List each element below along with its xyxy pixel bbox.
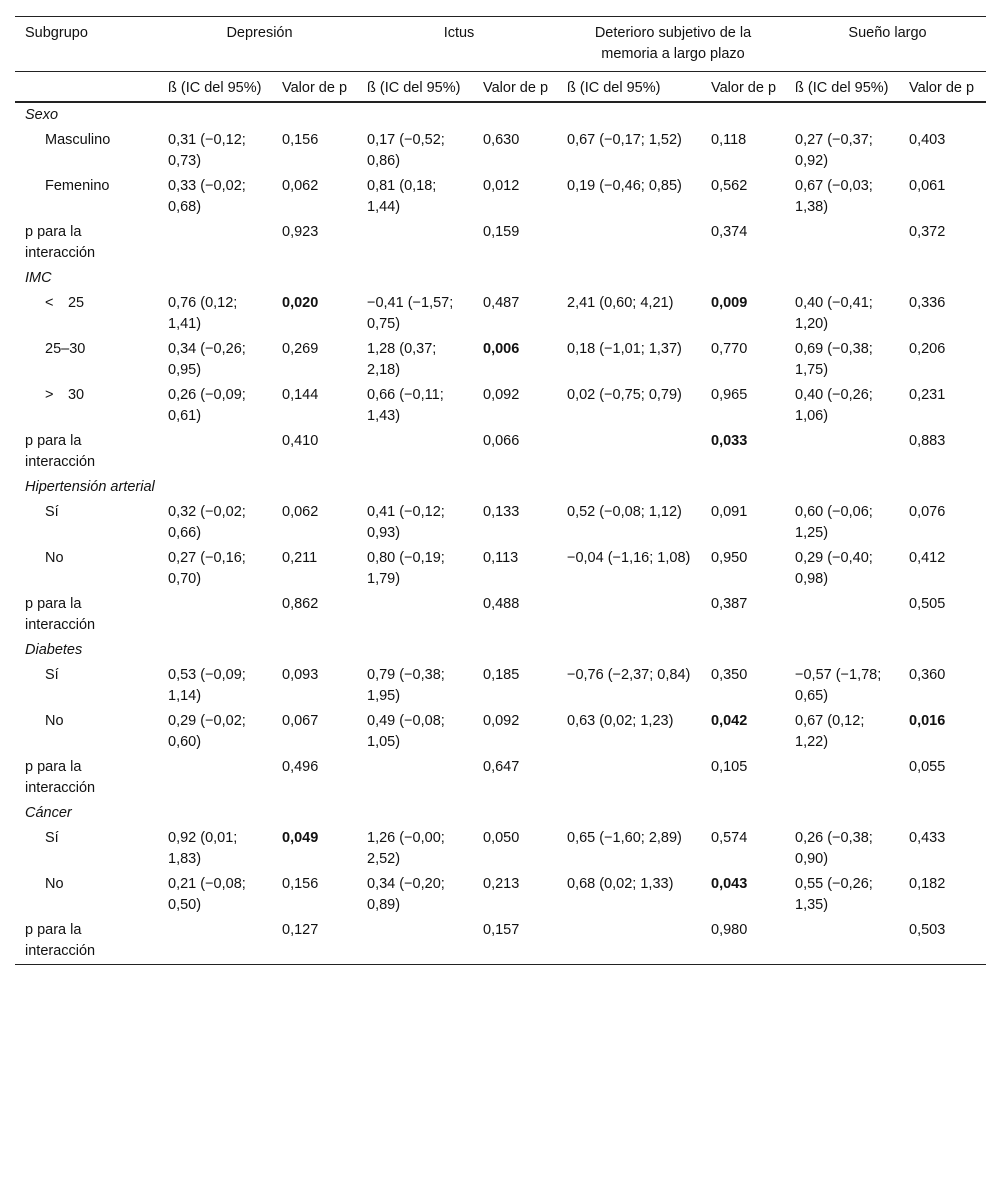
beta-ci-cell: 0,33 (−0,02; 0,68) — [168, 178, 246, 215]
pvalue-cell: 0,009 — [711, 295, 748, 311]
pvalue-cell: 0,016 — [909, 713, 946, 729]
beta-ci-cell: 0,65 (−1,60; 2,89) — [567, 830, 682, 846]
pvalue-cell: 0,062 — [282, 504, 319, 520]
pvalue-cell: 0,049 — [282, 830, 319, 846]
beta-ci-cell: 0,55 (−0,26; 1,35) — [795, 876, 873, 913]
pvalue-cell: 0,965 — [711, 387, 748, 403]
beta-ci-cell: 0,67 (−0,03; 1,38) — [795, 178, 873, 215]
pvalue-cell: 0,159 — [483, 224, 520, 240]
beta-ci-cell: 0,29 (−0,02; 0,60) — [168, 713, 246, 750]
beta-ci-cell — [357, 755, 473, 801]
beta-ci-cell: 1,28 (0,37; 2,18) — [367, 341, 437, 378]
beta-ci-cell: 0,81 (0,18; 1,44) — [367, 178, 437, 215]
pvalue-cell: 0,092 — [483, 713, 520, 729]
header-pvalue: Valor de p — [909, 80, 975, 96]
interaction-row — [15, 429, 986, 475]
pvalue-cell: 0,211 — [282, 550, 318, 566]
beta-ci-cell: 0,40 (−0,41; 1,20) — [795, 295, 873, 332]
section-title: Sexo — [25, 107, 59, 123]
pvalue-cell: 0,630 — [483, 132, 520, 148]
header-row-groups — [15, 17, 986, 72]
beta-ci-cell: 0,18 (−1,01; 1,37) — [567, 341, 682, 357]
beta-ci-cell: 0,41 (−0,12; 0,93) — [367, 504, 445, 541]
header-group-depression: Depresión — [226, 25, 293, 41]
beta-ci-cell: −0,76 (−2,37; 0,84) — [567, 667, 691, 683]
pvalue-cell: 0,076 — [909, 504, 946, 520]
beta-ci-cell — [557, 755, 701, 801]
header-subgroup: Subgrupo — [25, 25, 88, 41]
table-row — [15, 128, 986, 174]
pvalue-cell: 0,433 — [909, 830, 946, 846]
pvalue-cell: 0,156 — [282, 876, 319, 892]
row-label: p para la interacción — [25, 922, 96, 959]
section-title: Hipertensión arterial — [25, 479, 155, 495]
row-label: p para la interacción — [25, 759, 96, 796]
table-body — [15, 102, 986, 965]
table-row — [15, 383, 986, 429]
table-row — [15, 291, 986, 337]
header-group-long-sleep: Sueño largo — [848, 25, 927, 41]
pvalue-cell: 0,372 — [909, 224, 946, 240]
beta-ci-cell — [557, 918, 701, 965]
beta-ci-cell — [785, 220, 899, 266]
header-pvalue: Valor de p — [711, 80, 777, 96]
beta-ci-cell — [557, 592, 701, 638]
pvalue-cell: 0,144 — [282, 387, 319, 403]
pvalue-cell: 0,156 — [282, 132, 319, 148]
beta-ci-cell: 0,66 (−0,11; 1,43) — [367, 387, 444, 424]
pvalue-cell: 0,012 — [483, 178, 520, 194]
header-blank — [15, 72, 158, 103]
beta-ci-cell — [158, 592, 272, 638]
pvalue-cell: 0,020 — [282, 295, 319, 311]
beta-ci-cell: 0,52 (−0,08; 1,12) — [567, 504, 682, 520]
pvalue-cell: 0,091 — [711, 504, 748, 520]
pvalue-cell: 0,093 — [282, 667, 319, 683]
pvalue-cell: 0,883 — [909, 433, 946, 449]
pvalue-cell: 0,410 — [282, 433, 319, 449]
interaction-row — [15, 755, 986, 801]
pvalue-cell: 0,055 — [909, 759, 946, 775]
table-row — [15, 872, 986, 918]
pvalue-cell: 0,770 — [711, 341, 748, 357]
pvalue-cell: 0,213 — [483, 876, 520, 892]
beta-ci-cell: 0,32 (−0,02; 0,66) — [168, 504, 246, 541]
pvalue-cell: 0,980 — [711, 922, 748, 938]
beta-ci-cell: 0,34 (−0,26; 0,95) — [168, 341, 246, 378]
beta-ci-cell: 0,40 (−0,26; 1,06) — [795, 387, 873, 424]
table-row — [15, 500, 986, 546]
header-pvalue: Valor de p — [282, 80, 348, 96]
header-group-memory: Deterioro subjetivo de la memoria a largo plazo — [594, 25, 752, 62]
row-label: Femenino — [45, 178, 110, 194]
beta-ci-cell: 2,41 (0,60; 4,21) — [567, 295, 674, 311]
header-group-stroke: Ictus — [443, 25, 475, 41]
pvalue-cell: 0,043 — [711, 876, 748, 892]
pvalue-cell: 0,374 — [711, 224, 748, 240]
pvalue-cell: 0,269 — [282, 341, 319, 357]
pvalue-cell: 0,182 — [909, 876, 946, 892]
pvalue-cell: 0,647 — [483, 759, 520, 775]
table-row — [15, 709, 986, 755]
section-row — [15, 801, 986, 826]
subgroup-results-table — [15, 16, 986, 965]
header-pvalue: Valor de p — [483, 80, 549, 96]
beta-ci-cell: 0,19 (−0,46; 0,85) — [567, 178, 682, 194]
beta-ci-cell: 0,17 (−0,52; 0,86) — [367, 132, 445, 169]
beta-ci-cell: 1,26 (−0,00; 2,52) — [367, 830, 445, 867]
beta-ci-cell — [158, 755, 272, 801]
pvalue-cell: 0,105 — [711, 759, 748, 775]
section-row — [15, 102, 986, 128]
section-title: Cáncer — [25, 805, 72, 821]
interaction-row — [15, 918, 986, 965]
pvalue-cell: 0,387 — [711, 596, 748, 612]
row-label: No — [45, 550, 64, 566]
section-row — [15, 638, 986, 663]
beta-ci-cell — [785, 592, 899, 638]
beta-ci-cell: 0,67 (−0,17; 1,52) — [567, 132, 682, 148]
beta-ci-cell — [557, 220, 701, 266]
row-label: Sí — [45, 830, 59, 846]
beta-ci-cell: 0,67 (0,12; 1,22) — [795, 713, 865, 750]
pvalue-cell: 0,503 — [909, 922, 946, 938]
row-label: 25–30 — [45, 341, 86, 357]
pvalue-cell: 0,066 — [483, 433, 520, 449]
pvalue-cell: 0,350 — [711, 667, 748, 683]
beta-ci-cell: 0,63 (0,02; 1,23) — [567, 713, 674, 729]
section-row — [15, 266, 986, 291]
pvalue-cell: 0,061 — [909, 178, 946, 194]
pvalue-cell: 0,113 — [483, 550, 519, 566]
section-row — [15, 475, 986, 500]
table-row — [15, 826, 986, 872]
row-label: No — [45, 876, 64, 892]
row-label: p para la interacción — [25, 596, 96, 633]
row-label: Masculino — [45, 132, 111, 148]
beta-ci-cell — [357, 429, 473, 475]
row-label: Sí — [45, 667, 59, 683]
pvalue-cell: 0,118 — [711, 132, 747, 148]
section-title: Diabetes — [25, 642, 83, 658]
beta-ci-cell: 0,21 (−0,08; 0,50) — [168, 876, 246, 913]
beta-ci-cell — [357, 220, 473, 266]
pvalue-cell: 0,185 — [483, 667, 520, 683]
pvalue-cell: 0,488 — [483, 596, 520, 612]
section-title: IMC — [25, 270, 52, 286]
beta-ci-cell — [357, 592, 473, 638]
beta-ci-cell — [557, 429, 701, 475]
beta-ci-cell — [785, 755, 899, 801]
beta-ci-cell: 0,53 (−0,09; 1,14) — [168, 667, 246, 704]
table-row — [15, 546, 986, 592]
pvalue-cell: 0,062 — [282, 178, 319, 194]
beta-ci-cell: 0,49 (−0,08; 1,05) — [367, 713, 445, 750]
pvalue-cell: 0,127 — [282, 922, 319, 938]
header-beta: ß (IC del 95%) — [795, 80, 889, 96]
pvalue-cell: 0,412 — [909, 550, 946, 566]
beta-ci-cell: −0,57 (−1,78; 0,65) — [795, 667, 882, 704]
pvalue-cell: 0,487 — [483, 295, 520, 311]
pvalue-cell: 0,505 — [909, 596, 946, 612]
beta-ci-cell: 0,68 (0,02; 1,33) — [567, 876, 674, 892]
table-row — [15, 663, 986, 709]
beta-ci-cell: 0,76 (0,12; 1,41) — [168, 295, 238, 332]
row-label: p para la interacción — [25, 433, 96, 470]
beta-ci-cell: 0,27 (−0,16; 0,70) — [168, 550, 246, 587]
beta-ci-cell — [158, 220, 272, 266]
header-row-measures — [15, 72, 986, 103]
pvalue-cell: 0,923 — [282, 224, 319, 240]
beta-ci-cell: 0,27 (−0,37; 0,92) — [795, 132, 873, 169]
pvalue-cell: 0,231 — [909, 387, 946, 403]
pvalue-cell: 0,067 — [282, 713, 319, 729]
table-row — [15, 337, 986, 383]
pvalue-cell: 0,496 — [282, 759, 319, 775]
pvalue-cell: 0,360 — [909, 667, 946, 683]
header-beta: ß (IC del 95%) — [367, 80, 461, 96]
pvalue-cell: 0,562 — [711, 178, 748, 194]
beta-ci-cell: 0,79 (−0,38; 1,95) — [367, 667, 445, 704]
beta-ci-cell: 0,34 (−0,20; 0,89) — [367, 876, 445, 913]
row-label: > 30 — [45, 387, 85, 403]
table-row — [15, 174, 986, 220]
row-label: p para la interacción — [25, 224, 96, 261]
interaction-row — [15, 592, 986, 638]
interaction-row — [15, 220, 986, 266]
pvalue-cell: 0,950 — [711, 550, 748, 566]
beta-ci-cell: 0,02 (−0,75; 0,79) — [567, 387, 682, 403]
beta-ci-cell: 0,60 (−0,06; 1,25) — [795, 504, 873, 541]
pvalue-cell: 0,033 — [711, 433, 748, 449]
pvalue-cell: 0,157 — [483, 922, 520, 938]
row-label: No — [45, 713, 64, 729]
pvalue-cell: 0,862 — [282, 596, 319, 612]
pvalue-cell: 0,042 — [711, 713, 748, 729]
beta-ci-cell: 0,26 (−0,09; 0,61) — [168, 387, 246, 424]
row-label: Sí — [45, 504, 59, 520]
beta-ci-cell: 0,26 (−0,38; 0,90) — [795, 830, 873, 867]
pvalue-cell: 0,336 — [909, 295, 946, 311]
beta-ci-cell — [785, 429, 899, 475]
pvalue-cell: 0,006 — [483, 341, 520, 357]
beta-ci-cell — [785, 918, 899, 965]
beta-ci-cell: −0,41 (−1,57; 0,75) — [367, 295, 454, 332]
beta-ci-cell: 0,31 (−0,12; 0,73) — [168, 132, 246, 169]
beta-ci-cell: −0,04 (−1,16; 1,08) — [567, 550, 691, 566]
header-beta: ß (IC del 95%) — [168, 80, 262, 96]
beta-ci-cell: 0,92 (0,01; 1,83) — [168, 830, 238, 867]
beta-ci-cell — [158, 918, 272, 965]
beta-ci-cell: 0,69 (−0,38; 1,75) — [795, 341, 873, 378]
pvalue-cell: 0,574 — [711, 830, 748, 846]
pvalue-cell: 0,050 — [483, 830, 520, 846]
pvalue-cell: 0,092 — [483, 387, 520, 403]
pvalue-cell: 0,133 — [483, 504, 520, 520]
beta-ci-cell — [357, 918, 473, 965]
pvalue-cell: 0,206 — [909, 341, 946, 357]
pvalue-cell: 0,403 — [909, 132, 946, 148]
header-beta: ß (IC del 95%) — [567, 80, 661, 96]
beta-ci-cell — [158, 429, 272, 475]
row-label: < 25 — [45, 295, 85, 311]
beta-ci-cell: 0,80 (−0,19; 1,79) — [367, 550, 445, 587]
beta-ci-cell: 0,29 (−0,40; 0,98) — [795, 550, 873, 587]
